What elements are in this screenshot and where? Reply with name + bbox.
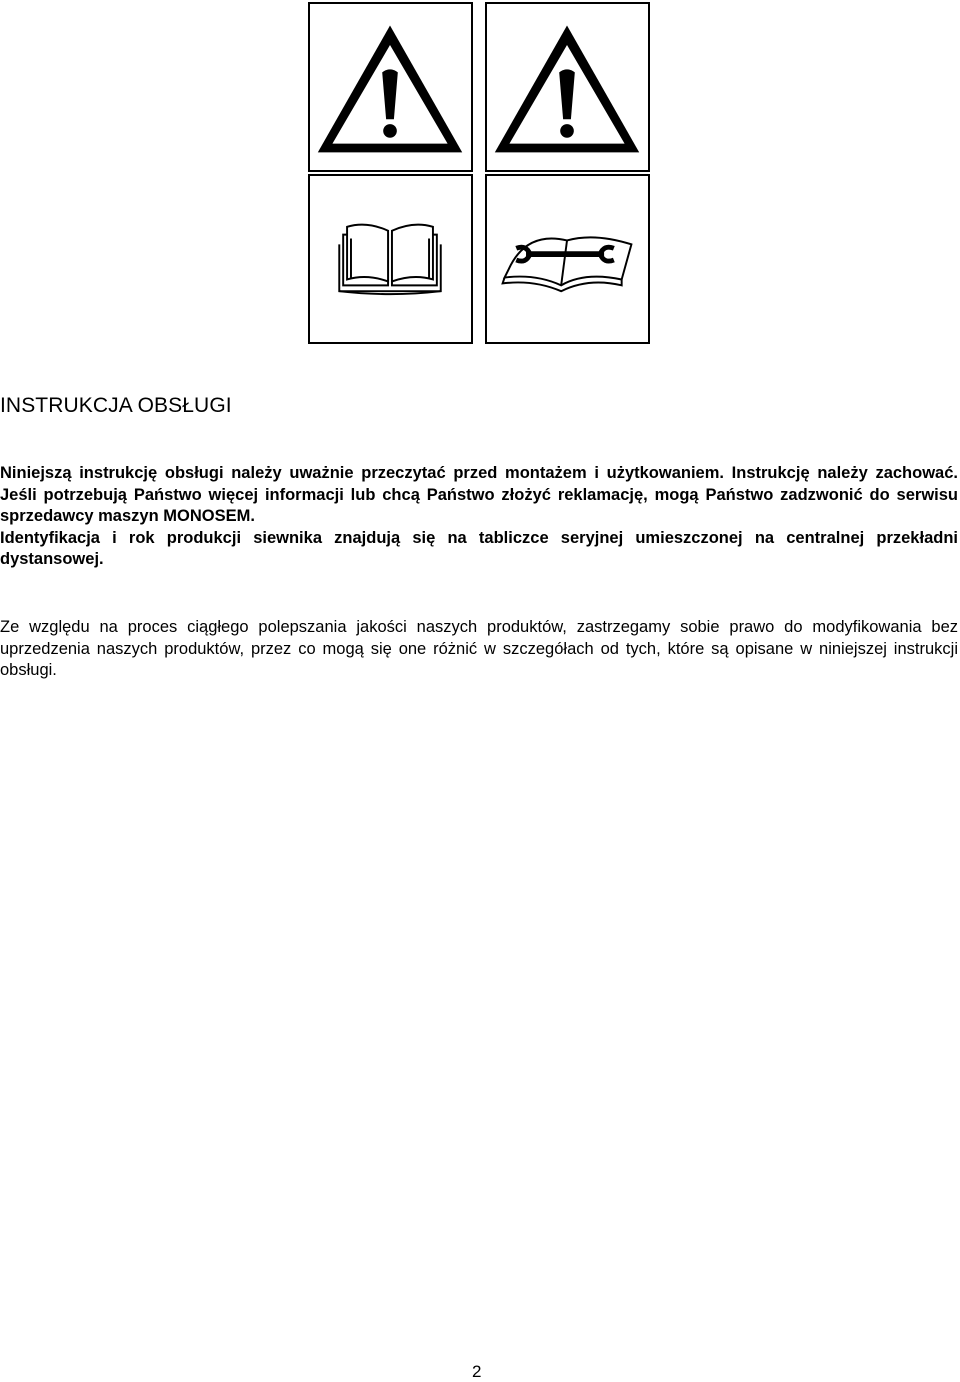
disclaimer-paragraph: Ze względu na proces ciągłego polepszania jakości naszych produktów, zastrzegamy sobie prawo do modyfikowania bez uprzedzenia naszych produktów, przez co mogą się one różnić w szczegółach od tych, które są opisane w niniejszej instrukcji obsługi. bbox=[0, 618, 958, 679]
warning-cell-left bbox=[308, 2, 473, 172]
service-manual-icon bbox=[487, 176, 648, 342]
intro-text: Niniejszą instrukcję obsługi należy uważnie przeczytać przed montażem i użytkowaniem. Instrukcję należy zachować. Jeśli potrzebują Państwo więcej informacji lub chcą Państwo złożyć reklamację, mogą Państwo zadzwonić do serwisu sprzedawcy maszyn MONOSEM. bbox=[0, 464, 958, 525]
manual-book-icon bbox=[310, 176, 471, 342]
identification-text: Identyfikacja i rok produkcji siewnika znajdują się na tabliczce seryjnej umieszczonej na centralnej przekładni dystansowej. bbox=[0, 528, 958, 568]
intro-paragraph bbox=[0, 463, 958, 571]
warning-icon bbox=[310, 4, 471, 170]
safety-icons-grid bbox=[306, 0, 652, 348]
page-number: 2 bbox=[472, 1362, 482, 1381]
page-title: INSTRUKCJA OBSŁUGI bbox=[0, 394, 232, 417]
warning-cell-right bbox=[485, 2, 650, 172]
manual-cell bbox=[308, 174, 473, 344]
service-manual-cell bbox=[485, 174, 650, 344]
warning-icon bbox=[487, 4, 648, 170]
